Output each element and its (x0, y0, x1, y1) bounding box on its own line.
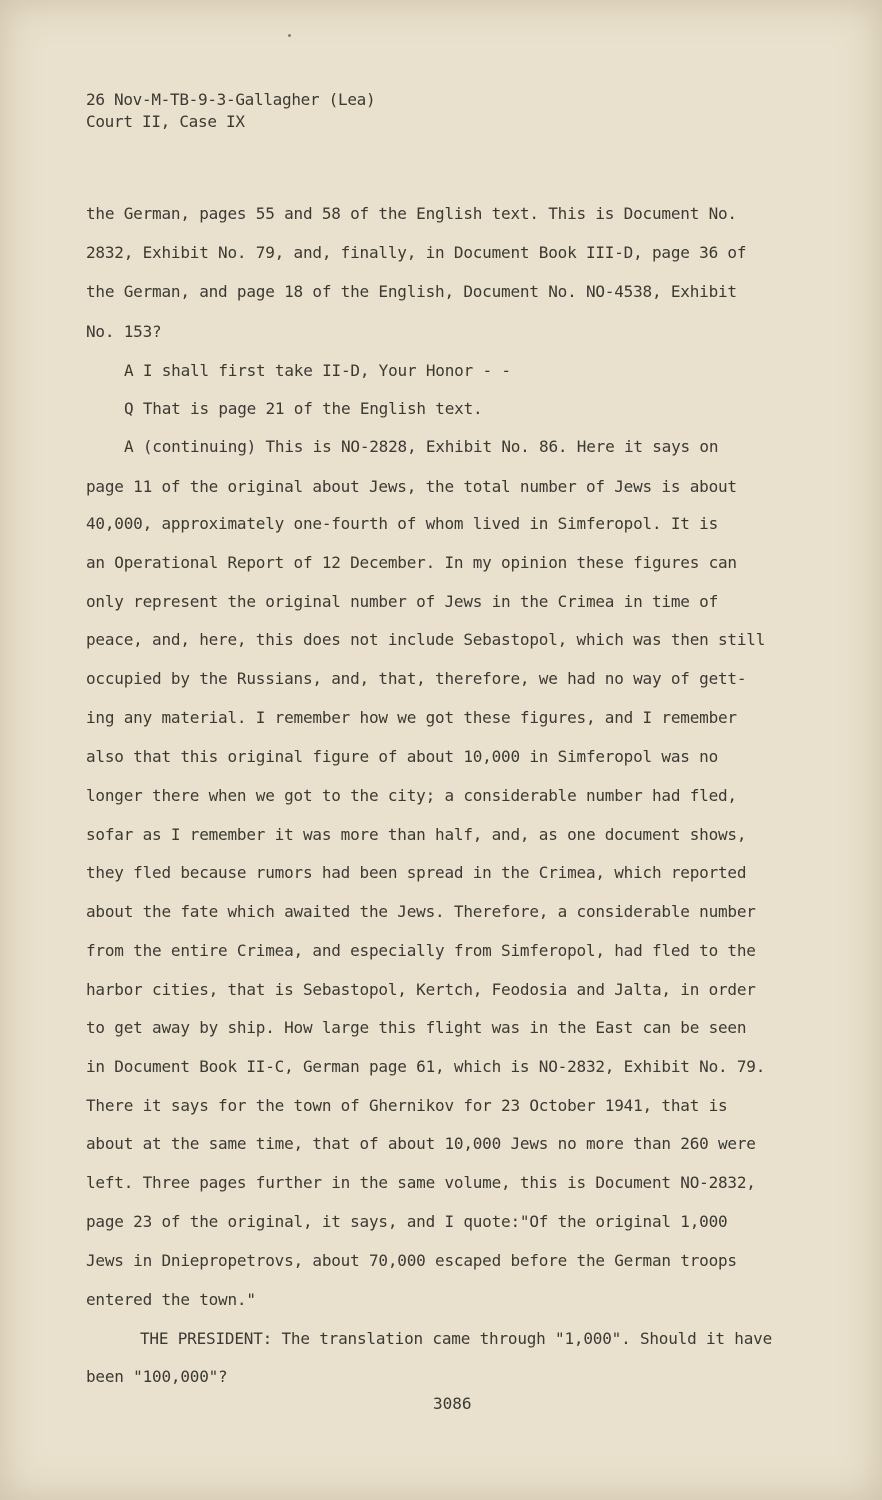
body-line: page 11 of the original about Jews, the total number of Jews is about (86, 477, 737, 496)
body-line: page 23 of the original, it says, and I quote:"Of the original 1,000 (86, 1212, 728, 1231)
header-reference: 26 Nov-M-TB-9-3-Gallagher (Lea) (86, 90, 376, 109)
body-line: left. Three pages further in the same volume, this is Document NO-2832, (86, 1173, 756, 1192)
body-line: to get away by ship. How large this flight was in the East can be seen (86, 1018, 747, 1037)
body-line: Jews in Dniepropetrovs, about 70,000 escaped before the German troops (86, 1251, 737, 1270)
body-line: No. 153? (86, 322, 162, 341)
body-line: they fled because rumors had been spread in the Crimea, which reported (86, 863, 747, 882)
body-line: longer there when we got to the city; a considerable number had fled, (86, 786, 737, 805)
body-line: been "100,000"? (86, 1367, 228, 1386)
speaker-line-president: THE PRESIDENT: The translation came through "1,000". Should it have (140, 1329, 772, 1348)
body-line: the German, and page 18 of the English, Document No. NO-4538, Exhibit (86, 282, 737, 301)
question-line: Q That is page 21 of the English text. (124, 399, 483, 418)
body-line: from the entire Crimea, and especially from Simferopol, had fled to the (86, 941, 756, 960)
page-number: 3086 (433, 1394, 472, 1413)
body-line: sofar as I remember it was more than half, and, as one document shows, (86, 825, 747, 844)
answer-line: A I shall first take II-D, Your Honor - - (124, 361, 511, 380)
body-line: harbor cities, that is Sebastopol, Kertch, Feodosia and Jalta, in order (86, 980, 756, 999)
header-court-case: Court II, Case IX (86, 112, 245, 131)
body-line: an Operational Report of 12 December. In my opinion these figures can (86, 553, 737, 572)
body-line: also that this original figure of about 10,000 in Simferopol was no (86, 747, 718, 766)
body-line: ing any material. I remember how we got these figures, and I remember (86, 708, 737, 727)
body-line: about at the same time, that of about 10,000 Jews no more than 260 were (86, 1134, 756, 1153)
body-line: entered the town." (86, 1290, 256, 1309)
body-line: 2832, Exhibit No. 79, and, finally, in Document Book III-D, page 36 of (86, 243, 747, 262)
body-line: the German, pages 55 and 58 of the English text. This is Document No. (86, 204, 737, 223)
body-line: in Document Book II-C, German page 61, which is NO-2832, Exhibit No. 79. (86, 1057, 766, 1076)
body-line: only represent the original number of Jews in the Crimea in time of (86, 592, 718, 611)
body-line: 40,000, approximately one-fourth of whom lived in Simferopol. It is (86, 514, 718, 533)
body-line: There it says for the town of Ghernikov for 23 October 1941, that is (86, 1096, 728, 1115)
body-line: peace, and, here, this does not include Sebastopol, which was then still (86, 630, 766, 649)
paper-speck (288, 34, 291, 37)
body-line: about the fate which awaited the Jews. Therefore, a considerable number (86, 902, 756, 921)
answer-line: A (continuing) This is NO-2828, Exhibit No. 86. Here it says on (124, 437, 719, 456)
body-line: occupied by the Russians, and, that, therefore, we had no way of gett- (86, 669, 747, 688)
